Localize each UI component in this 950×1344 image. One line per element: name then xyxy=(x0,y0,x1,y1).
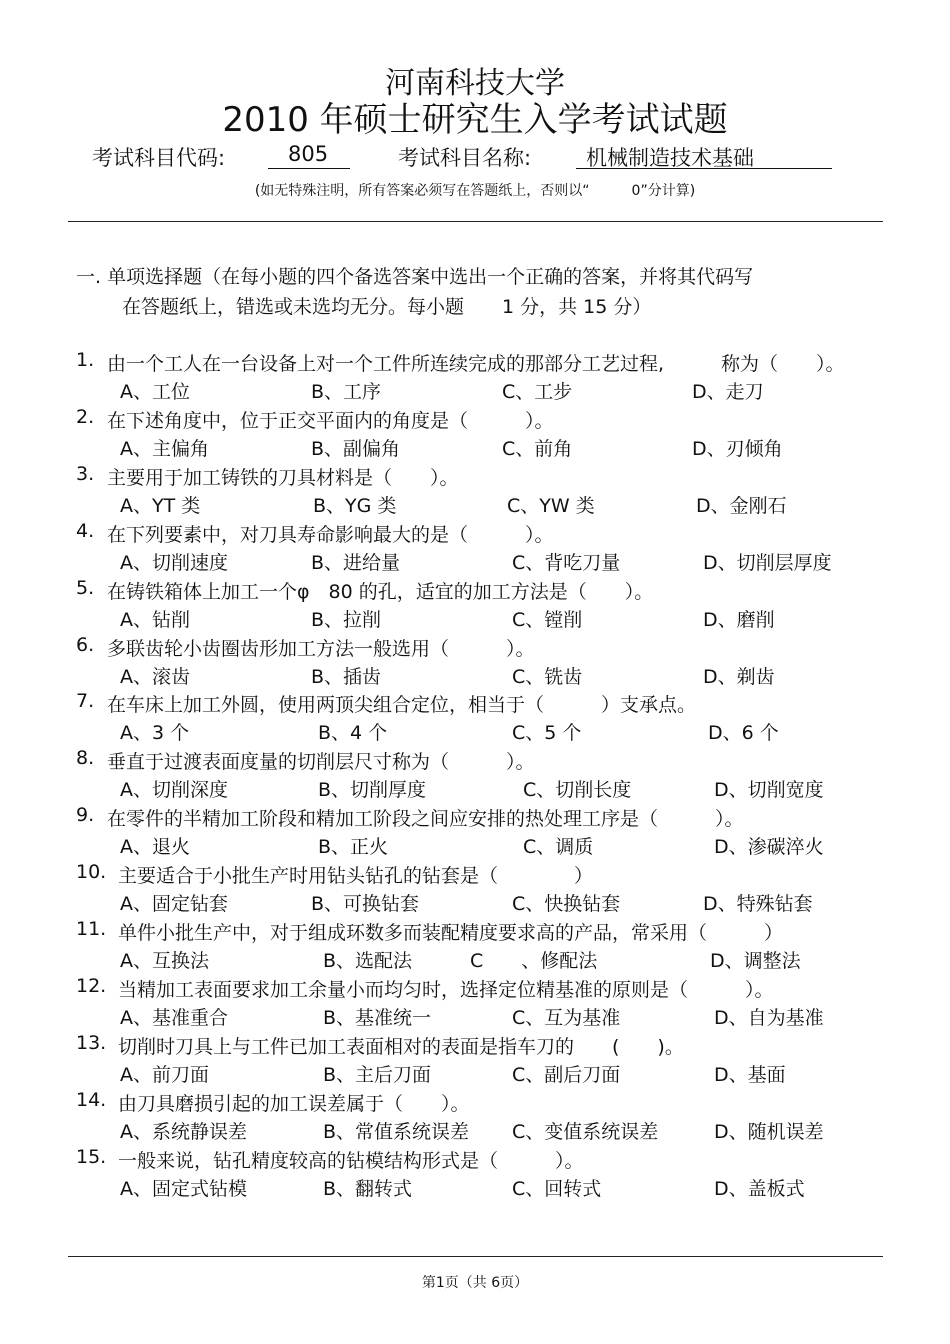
option-d: D、随机误差 xyxy=(714,1121,824,1143)
exam-note: (如无特殊注明，所有答案必须写在答题纸上，否则以“ 0”分计算) xyxy=(254,183,696,199)
option-c: C、前角 xyxy=(502,438,573,460)
option-b: B、可换钻套 xyxy=(311,893,420,915)
option-b: B、切削厚度 xyxy=(318,779,427,801)
option-a: A、钻削 xyxy=(120,609,190,631)
option-a: A、固定钻套 xyxy=(120,893,228,915)
question-text: 当精加工表面要求加工余量小而均匀时，选择定位精基准的原则是（ ）。 xyxy=(118,979,774,1001)
option-a: A、主偏角 xyxy=(120,438,209,460)
option-c: C、互为基准 xyxy=(512,1007,621,1029)
question-number: 10. xyxy=(76,861,107,883)
option-d: D、刃倾角 xyxy=(692,438,783,460)
option-b: B、副偏角 xyxy=(311,438,401,460)
option-d: D、调整法 xyxy=(710,950,801,972)
question-number: 5. xyxy=(76,577,95,599)
option-c: C、副后刀面 xyxy=(512,1064,621,1086)
question-number: 11. xyxy=(76,918,107,940)
option-a: A、退火 xyxy=(120,836,190,858)
option-c: C、回转式 xyxy=(512,1178,602,1200)
subject-code-value: 805 xyxy=(288,142,329,166)
subject-code-label: 考试科目代码: xyxy=(92,146,226,170)
option-b: B、YG 类 xyxy=(313,495,397,517)
option-b: B、进给量 xyxy=(311,552,401,574)
option-c: C、切削长度 xyxy=(523,779,632,801)
question-text: 在车床上加工外圆，使用两顶尖组合定位，相当于（ ）支承点。 xyxy=(107,694,697,716)
question-text: 切削时刀具上与工件已加工表面相对的表面是指车刀的 ( )。 xyxy=(118,1036,684,1058)
section-heading-line1: 一. 单项选择题（在每小题的四个备选答案中选出一个正确的答案，并将其代码写 xyxy=(76,266,754,288)
option-d: D、特殊钻套 xyxy=(703,893,813,915)
option-a: A、互换法 xyxy=(120,950,209,972)
question-number: 4. xyxy=(76,520,95,542)
option-c: C、5 个 xyxy=(512,722,582,744)
question-number: 14. xyxy=(76,1089,107,1111)
question-text: 垂直于过渡表面度量的切削层尺寸称为（ ）。 xyxy=(107,751,535,773)
header-divider xyxy=(68,221,883,222)
option-b: B、常值系统误差 xyxy=(323,1121,470,1143)
question-text: 一般来说，钻孔精度较高的钻模结构形式是（ ）。 xyxy=(118,1150,584,1172)
option-a: A、YT 类 xyxy=(120,495,201,517)
option-b: B、工序 xyxy=(311,381,382,403)
question-text: 单件小批生产中，对于组成环数多而装配精度要求高的产品，常采用（ ） xyxy=(118,922,784,944)
option-b: B、拉削 xyxy=(311,609,382,631)
option-d: D、金刚石 xyxy=(696,495,787,517)
option-d: D、6 个 xyxy=(708,722,779,744)
option-a: A、切削深度 xyxy=(120,779,228,801)
question-number: 9. xyxy=(76,804,95,826)
option-a: A、基准重合 xyxy=(120,1007,228,1029)
question-text: 主要用于加工铸铁的刀具材料是（ ）。 xyxy=(107,467,459,489)
question-text: 在下述角度中，位于正交平面内的角度是（ ）。 xyxy=(107,410,554,432)
option-d: D、切削宽度 xyxy=(714,779,824,801)
question-text: 由刀具磨损引起的加工误差属于（ ）。 xyxy=(118,1093,470,1115)
option-b: B、4 个 xyxy=(318,722,388,744)
option-a: A、固定式钻模 xyxy=(120,1178,247,1200)
section-heading-line2: 在答题纸上，错选或未选均无分。每小题 1 分，共 15 分） xyxy=(122,296,652,318)
subject-name-label: 考试科目名称: xyxy=(398,146,532,170)
option-c: C、快换钻套 xyxy=(512,893,621,915)
option-d: D、渗碳淬火 xyxy=(714,836,824,858)
option-a: A、前刀面 xyxy=(120,1064,209,1086)
option-b: B、主后刀面 xyxy=(323,1064,432,1086)
question-number: 3. xyxy=(76,463,95,485)
question-number: 12. xyxy=(76,975,107,997)
option-b: B、翻转式 xyxy=(323,1178,413,1200)
option-c: C 、修配法 xyxy=(470,950,598,972)
option-a: A、滚齿 xyxy=(120,666,190,688)
option-d: D、切削层厚度 xyxy=(703,552,832,574)
option-d: D、自为基准 xyxy=(714,1007,824,1029)
question-number: 6. xyxy=(76,634,95,656)
subject-name-value: 机械制造技术基础 xyxy=(586,146,754,170)
exam-title: 2010 年硕士研究生入学考试试题 xyxy=(222,100,728,140)
question-text: 在铸铁箱体上加工一个φ 80 的孔，适宜的加工方法是（ ）。 xyxy=(107,581,654,603)
option-c: C、YW 类 xyxy=(507,495,595,517)
option-b: B、插齿 xyxy=(311,666,382,688)
option-d: D、盖板式 xyxy=(714,1178,805,1200)
option-a: A、切削速度 xyxy=(120,552,228,574)
question-number: 15. xyxy=(76,1146,107,1168)
question-text: 由一个工人在一台设备上对一个工件所连续完成的那部分工艺过程, 称为（ ）。 xyxy=(107,353,845,375)
option-a: A、系统静误差 xyxy=(120,1121,247,1143)
option-b: B、正火 xyxy=(318,836,389,858)
question-number: 2. xyxy=(76,406,95,428)
option-c: C、镗削 xyxy=(512,609,583,631)
option-c: C、调质 xyxy=(523,836,594,858)
question-text: 主要适合于小批生产时用钻头钻孔的钻套是（ ） xyxy=(118,865,594,887)
page-number: 第1页（共 6页） xyxy=(421,1275,529,1291)
option-c: C、工步 xyxy=(502,381,573,403)
option-c: C、变值系统误差 xyxy=(512,1121,659,1143)
question-number: 1. xyxy=(76,349,95,371)
option-d: D、磨削 xyxy=(703,609,775,631)
option-b: B、基准统一 xyxy=(323,1007,432,1029)
question-number: 7. xyxy=(76,690,95,712)
option-b: B、选配法 xyxy=(323,950,413,972)
footer-divider xyxy=(68,1256,883,1257)
question-text: 多联齿轮小齿圈齿形加工方法一般选用（ ）。 xyxy=(107,638,535,660)
question-text: 在下列要素中，对刀具寿命影响最大的是（ ）。 xyxy=(107,524,554,546)
question-text: 在零件的半精加工阶段和精加工阶段之间应安排的热处理工序是（ ）。 xyxy=(107,808,744,830)
question-number: 13. xyxy=(76,1032,107,1054)
option-c: C、背吃刀量 xyxy=(512,552,621,574)
option-d: D、走刀 xyxy=(692,381,764,403)
subject-line xyxy=(0,142,950,172)
option-d: D、剃齿 xyxy=(703,666,775,688)
question-number: 8. xyxy=(76,747,95,769)
option-a: A、3 个 xyxy=(120,722,190,744)
option-a: A、工位 xyxy=(120,381,190,403)
university-name: 河南科技大学 xyxy=(385,66,565,101)
option-c: C、铣齿 xyxy=(512,666,583,688)
option-d: D、基面 xyxy=(714,1064,786,1086)
